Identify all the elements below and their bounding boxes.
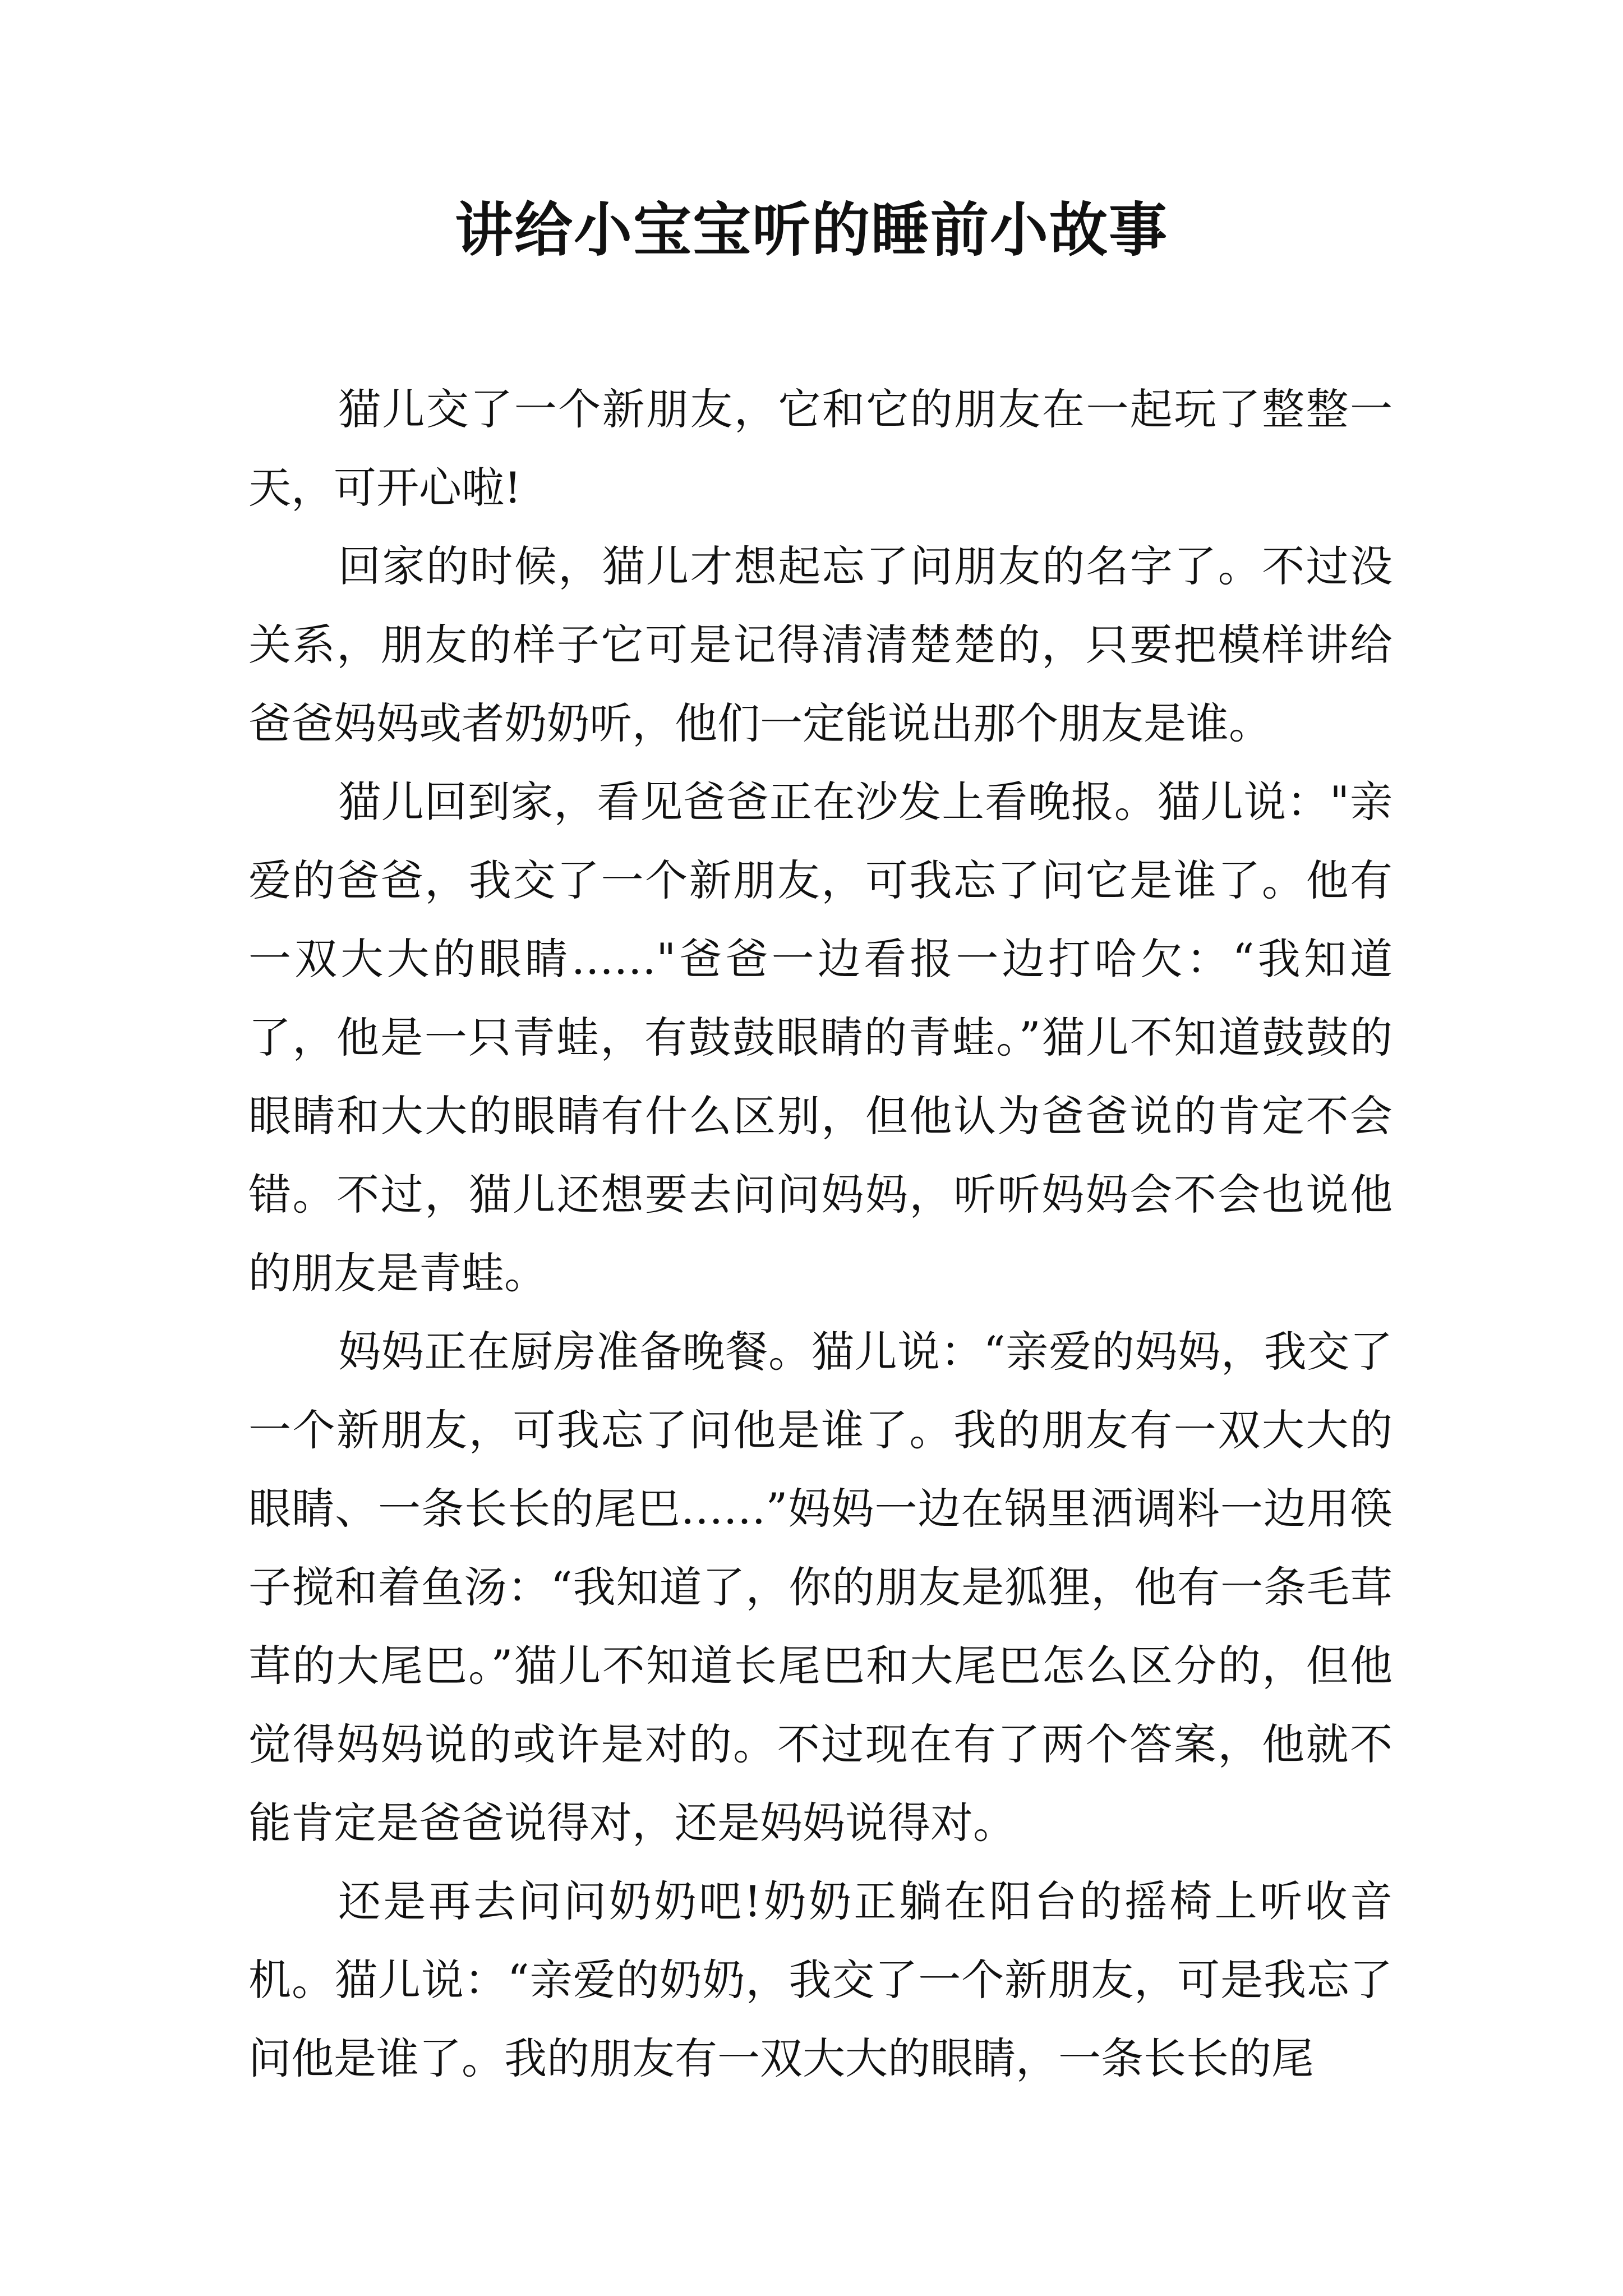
document-title: 讲给小宝宝听的睡前小故事 (454, 195, 1168, 264)
document-body (248, 370, 1393, 2098)
paragraph-1: 猫儿交了一个新朋友，它和它的朋友在一起玩了整整一天，可开心啦! (248, 384, 1393, 513)
paragraph-4: 妈妈正在厨房准备晚餐。猫儿说：“亲爱的妈妈，我交了一个新朋友，可我忘了问他是谁了。我的朋友有一双大大的眼睛、一条长长的尾巴……”妈妈一边在锅里洒调料一边用筷子搅和着鱼汤：“我知道了，你的朋友是狐狸，他有一条毛茸茸的大尾巴。”猫儿不知道长尾巴和大尾巴怎么区分的，但他觉得妈妈说的或许是对的。不过现在有了两个答案，他就不能肯定是爸爸说得对，还是妈妈说得对。 (248, 1327, 1393, 1848)
paragraph-2: 回家的时候，猫儿才想起忘了问朋友的名字了。不过没关系，朋友的样子它可是记得清清楚楚的，只要把模样讲给爸爸妈妈或者奶奶听，他们一定能说出那个朋友是谁。 (248, 541, 1393, 748)
paragraph-5: 还是再去问问奶奶吧!奶奶正躺在阳台的摇椅上听收音机。猫儿说：“亲爱的奶奶，我交了一个新朋友，可是我忘了问他是谁了。我的朋友有一双大大的眼睛，一条长长的尾 (248, 1876, 1393, 2083)
paragraph-3: 猫儿回到家，看见爸爸正在沙发上看晚报。猫儿说："亲爱的爸爸，我交了一个新朋友，可我忘了问它是谁了。他有一双大大的眼睛……"爸爸一边看报一边打哈欠：“我知道了，他是一只青蛙，有鼓鼓眼睛的青蛙。”猫儿不知道鼓鼓的眼睛和大大的眼睛有什么区别，但他认为爸爸说的肯定不会错。不过，猫儿还想要去问问妈妈，听听妈妈会不会也说他的朋友是青蛙。 (248, 777, 1393, 1298)
